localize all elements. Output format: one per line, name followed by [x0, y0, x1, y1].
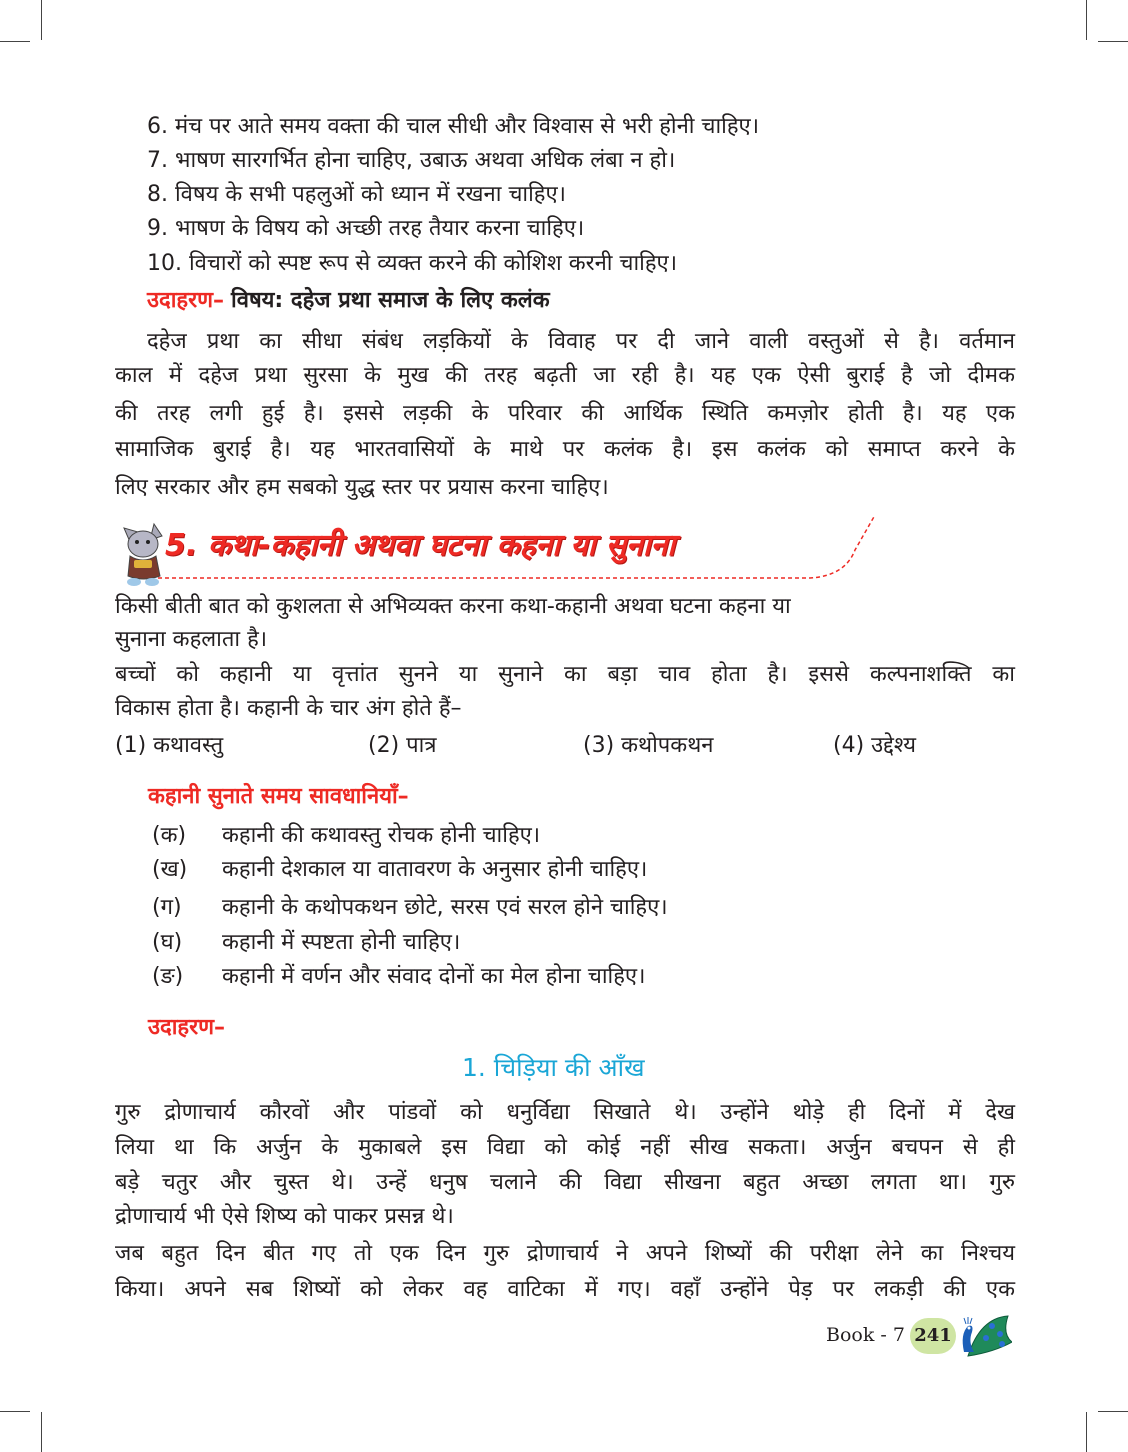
book-label: Book - 7 [826, 1324, 905, 1346]
rule-item: 8. विषय के सभी पहलुओं को ध्यान में रखना चाहिए। [147, 182, 566, 207]
intro-line: किसी बीती बात को कुशलता से अभिव्यक्त करना कथा-कहानी अथवा घटना कहना या [115, 594, 791, 619]
intro-line: सुनाना कहलाता है। [115, 627, 268, 652]
cat-mascot-icon [124, 524, 162, 586]
rule-item: 10. विचारों को स्पष्ट रूप से व्यक्त करने की कोशिश करनी चाहिए। [147, 251, 678, 276]
story-part: (3) कथोपकथन [583, 733, 714, 758]
precaution-mark: (ग) [152, 895, 182, 920]
paragraph-line: सामाजिक बुराई है। यह भारतवासियों के माथे पर कलंक है। इस कलंक को समाप्त करने के [115, 437, 1015, 462]
story-line: लिया था कि अर्जुन के मुकाबले इस विद्या को कोई नहीं सीख सकता। अर्जुन बचपन से ही [115, 1135, 1015, 1160]
example-topic: विषय: दहेज प्रथा समाज के लिए कलंक [231, 288, 550, 313]
peacock-icon [958, 1312, 1012, 1362]
crop-mark [0, 1411, 30, 1412]
precaution-mark: (ख) [152, 857, 188, 882]
precaution-mark: (क) [152, 823, 187, 848]
story-part: (4) उद्देश्य [833, 733, 916, 758]
precaution-text: कहानी में स्पष्टता होनी चाहिए। [222, 930, 461, 955]
paragraph-line: लिए सरकार और हम सबको युद्ध स्तर पर प्रयास करना चाहिए। [115, 475, 609, 500]
example-label: उदाहरण– [147, 288, 225, 313]
story-line: जब बहुत दिन बीत गए तो एक दिन गुरु द्रोणाचार्य ने अपने शिष्यों की परीक्षा लेने का निश्चय [115, 1241, 1015, 1266]
rule-item: 9. भाषण के विषय को अच्छी तरह तैयार करना चाहिए। [147, 216, 585, 241]
crop-mark [1086, 0, 1087, 40]
paragraph-line: विकास होता है। कहानी के चार अंग होते हैं– [115, 696, 462, 721]
crop-mark [1098, 41, 1128, 42]
paragraph-line: की तरह लगी हुई है। इससे लड़की के परिवार की आर्थिक स्थिति कमज़ोर होती है। यह एक [115, 401, 1015, 426]
paragraph-line: काल में दहेज प्रथा सुरसा के मुख की तरह बढ़ती जा रही है। यह एक ऐसी बुराई है जो दीमक [115, 363, 1015, 388]
example-heading [147, 286, 550, 316]
crop-mark [41, 0, 42, 40]
crop-mark [1098, 1411, 1128, 1412]
crop-mark [41, 1412, 42, 1452]
story-line: किया। अपने सब शिष्यों को लेकर वह वाटिका में गए। वहाँ उन्होंने पेड़ पर लकड़ी की एक [115, 1277, 1015, 1302]
paragraph-line: दहेज प्रथा का सीधा संबंध लड़कियों के विवाह पर दी जाने वाली वस्तुओं से है। वर्तमान [147, 329, 1015, 354]
precaution-mark: (घ) [152, 930, 183, 955]
precaution-text: कहानी देशकाल या वातावरण के अनुसार होनी चाहिए। [222, 857, 648, 882]
precaution-mark: (ङ) [152, 964, 184, 989]
story-line: बड़े चतुर और चुस्त थे। उन्हें धनुष चलाने की विद्या सीखना बहुत अच्छा लगता था। गुरु [115, 1170, 1015, 1195]
story-part: (2) पात्र [368, 733, 437, 758]
story-part: (1) कथावस्तु [115, 733, 224, 758]
precaution-text: कहानी में वर्णन और संवाद दोनों का मेल होना चाहिए। [222, 964, 646, 989]
rule-item: 7. भाषण सारगर्भित होना चाहिए, उबाऊ अथवा अधिक लंबा न हो। [147, 148, 676, 173]
example-label: उदाहरण– [148, 1015, 226, 1040]
paragraph-line: बच्चों को कहानी या वृत्तांत सुनने या सुनाने का बड़ा चाव होता है। इससे कल्पनाशक्ति का [115, 662, 1015, 687]
precautions-heading: कहानी सुनाते समय सावधानियाँ– [148, 784, 409, 809]
crop-mark [1086, 1412, 1087, 1452]
rule-item: 6. मंच पर आते समय वक्ता की चाल सीधी और विश्वास से भरी होनी चाहिए। [147, 114, 760, 139]
story-title: 1. चिड़िया की आँख [462, 1053, 645, 1082]
crop-mark [0, 41, 30, 42]
precaution-text: कहानी के कथोपकथन छोटे, सरस एवं सरल होने चाहिए। [222, 895, 668, 920]
story-line: द्रोणाचार्य भी ऐसे शिष्य को पाकर प्रसन्न थे। [115, 1204, 454, 1229]
page-number: 241 [910, 1318, 956, 1354]
precaution-text: कहानी की कथावस्तु रोचक होनी चाहिए। [222, 823, 541, 848]
section-title: 5. कथा-कहानी अथवा घटना कहना या सुनाना [165, 528, 676, 563]
story-line: गुरु द्रोणाचार्य कौरवों और पांडवों को धनुर्विद्या सिखाते थे। उन्होंने थोड़े ही दिनों में देख [115, 1100, 1015, 1125]
